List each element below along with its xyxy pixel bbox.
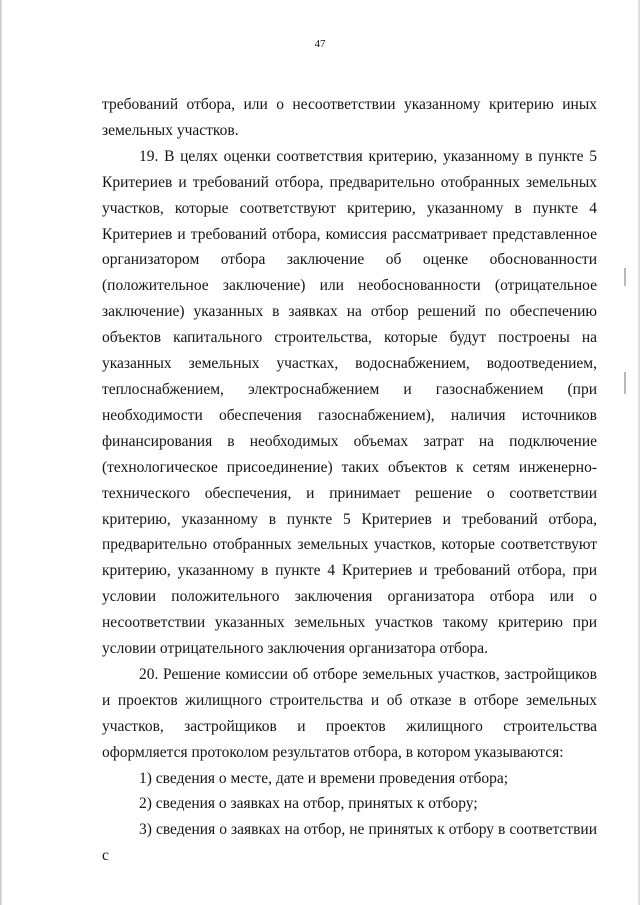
paragraph-20: 20. Решение комиссии об отборе земельных участков, застройщиков и проектов жилищного строительства и об отказе в отборе земельных участков, застройщиков и проектов жилищного строительства оформляется протоколом результатов отбора, в котором указываются:: [102, 665, 597, 761]
scan-edge-left: [0, 0, 3, 905]
scan-margin-mark: [624, 372, 626, 394]
paragraph-continuation: требований отбора, или о несоответствии указанному критерию иных земельных участков.: [102, 96, 597, 139]
scan-margin-mark: [624, 268, 626, 286]
document-body: [102, 92, 597, 869]
paragraph-19: 19. В целях оценки соответствия критерию, указанному в пункте 5 Критериев и требований отбора, предварительно отобранных земельных участков, которые соответствуют критерию, указанному в пункте 4 Критериев и требований отбора, комиссия рассматривает представленное организатором отбора заключение об оценке обоснованности (положительное заключение) или необоснованности (отрицательное заключение) указанных в заявках на отбор решений по обеспечению объектов капитального строительства, которые будут построены на указанных земельных участках, водоснабжением, водоотведением, теплоснабжением, электроснабжением и газоснабжением (при необходимости обеспечения газоснабжением), наличия источников финансирования в необходимых объемах затрат на подключение (технологическое присоединение) таких объектов к сетям инженерно-технического обеспечения, и принимает решение о соответствии критерию, указанному в пункте 5 Критериев и требований отбора, предварительно отобранных земельных участков, которые соответствуют критерию, указанному в пункте 4 Критериев и требований отбора, при условии положительного заключения организатора отбора или о несоответствии указанных земельных участков такому критерию при условии отрицательного заключения организатора отбора.: [102, 147, 597, 658]
list-item: 2) сведения о заявках на отбор, принятых к отбору;: [139, 795, 478, 813]
page-number: 47: [314, 38, 326, 50]
list-item: 3) сведения о заявках на отбор, не принятых к отбору в соответствии с: [102, 821, 597, 865]
list-item: 1) сведения о месте, дате и времени проведения отбора;: [139, 769, 509, 787]
